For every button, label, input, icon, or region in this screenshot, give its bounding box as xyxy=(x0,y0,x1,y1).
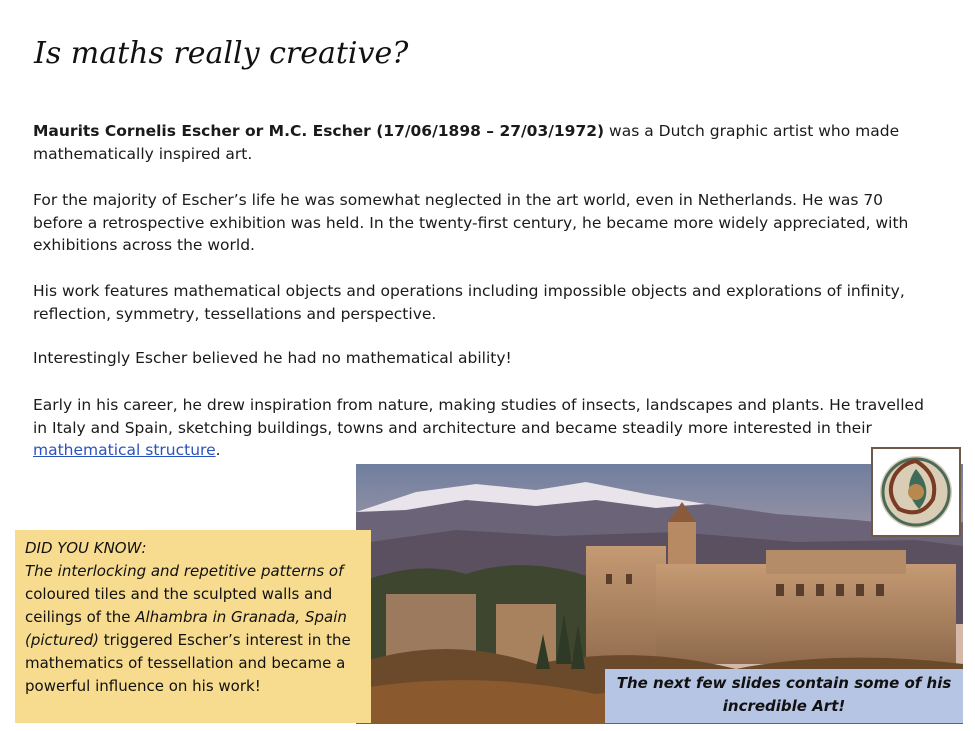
did-you-know-part4: triggered Escher’s interest in the mathematics of tessellation and became a powerful influence on his work! xyxy=(25,631,351,695)
did-you-know-text xyxy=(25,560,361,698)
paragraph-neglected: For the majority of Escher’s life he was somewhat neglected in the art world, even in Netherlands. He was 70 before a retrospective exhibition was held. In the twenty-first century, he became more widely appreciated, with exhibitions across the world. xyxy=(33,191,909,254)
did-you-know-box xyxy=(15,530,371,723)
did-you-know-part2: coloured tiles and the sculpted walls and ceilings of the xyxy=(25,585,333,626)
escher-name-dates: Maurits Cornelis Escher or M.C. Escher (17/06/1898 – 27/03/1972) xyxy=(33,122,605,140)
early-career-end: . xyxy=(215,441,221,459)
paragraph-escher-intro xyxy=(33,120,928,165)
intro-text: was a Dutch graphic artist who made mathematically inspired art. xyxy=(33,122,900,163)
escher-tessellation-emblem xyxy=(871,447,961,537)
page-title: Is maths really creative? xyxy=(34,36,409,71)
paragraph-work-features: His work features mathematical objects and operations including impossible objects and explorations of infinity, reflection, symmetry, tessellations and perspective. xyxy=(33,282,905,323)
paragraph-early-career xyxy=(33,394,928,462)
did-you-know-part3: Alhambra in Granada, Spain (pictured) xyxy=(25,608,347,649)
paragraph-no-ability: Interestingly Escher believed he had no mathematical ability! xyxy=(33,349,512,367)
early-career-text: Early in his career, he drew inspiration from nature, making studies of insects, landscapes and plants. He travelled in Italy and Spain, sketching buildings, towns and architecture and became steadily more interested in their xyxy=(33,396,924,437)
next-slides-note: The next few slides contain some of his incredible Art! xyxy=(605,669,963,723)
did-you-know-part1: The interlocking and repetitive patterns of xyxy=(25,562,344,580)
mathematical-structure-link[interactable]: mathematical structure xyxy=(33,441,216,459)
did-you-know-heading: DID YOU KNOW: xyxy=(25,539,147,557)
